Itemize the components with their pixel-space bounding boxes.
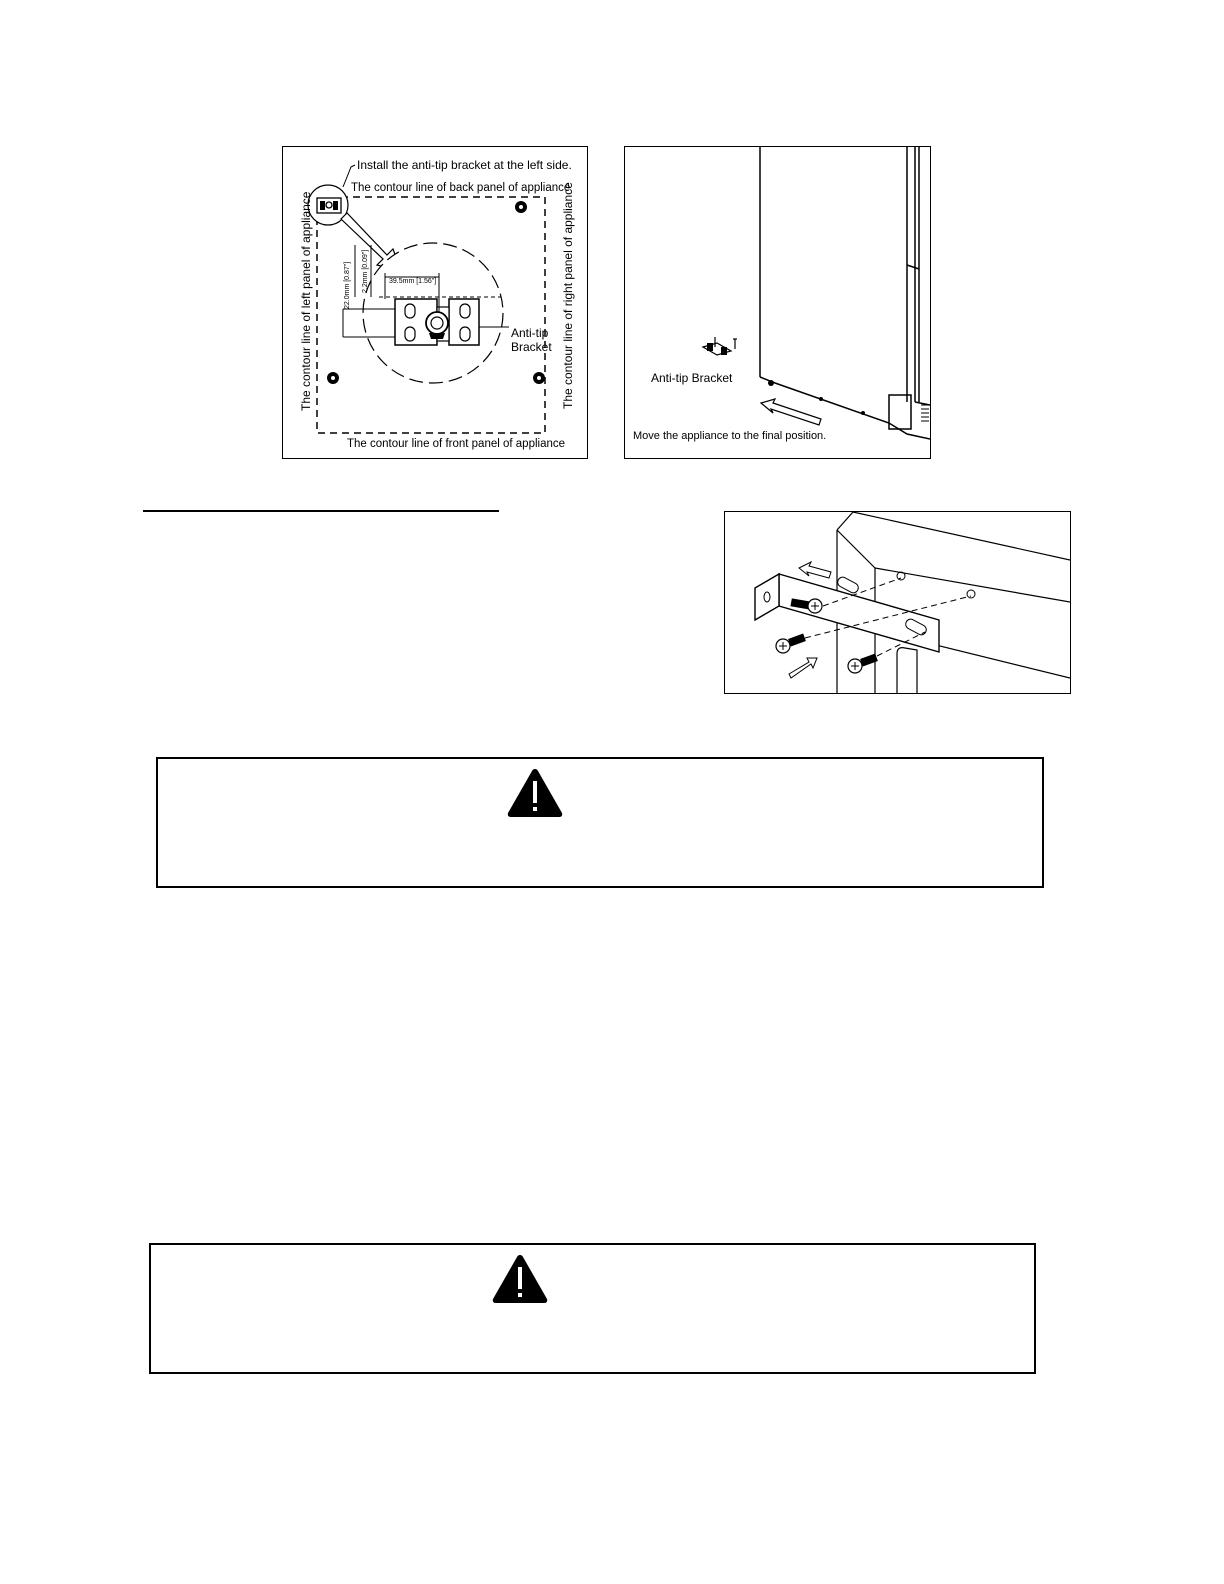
warning-triangle-icon bbox=[491, 1253, 549, 1305]
anti-tip-label-line1: Anti-tip bbox=[511, 326, 549, 340]
detail-bracket bbox=[395, 299, 479, 345]
front-panel-label: The contour line of front panel of appliance bbox=[347, 438, 566, 450]
small-bracket-icon bbox=[317, 198, 341, 213]
direction-arrow bbox=[799, 562, 831, 578]
figure-move-appliance bbox=[624, 146, 931, 459]
warning-box bbox=[149, 1243, 1036, 1374]
leveling-foot bbox=[515, 201, 527, 213]
move-appliance-drawing bbox=[625, 147, 930, 458]
move-caption: Move the appliance to the final position. bbox=[633, 430, 827, 442]
anti-tip-bracket-label: Anti-tip Bracket bbox=[651, 371, 733, 385]
dim-offset-label: 2.2mm [0.09"] bbox=[362, 249, 369, 293]
mounting-hole bbox=[967, 590, 975, 598]
bracket-location-drawing bbox=[283, 147, 587, 458]
figure-wall-bracket bbox=[724, 511, 1071, 694]
screw-icon bbox=[776, 634, 806, 653]
leveling-foot bbox=[533, 372, 545, 384]
mounting-hole bbox=[897, 572, 905, 580]
vent-grille bbox=[921, 405, 929, 421]
right-panel-label: The contour line of right panel of appliance bbox=[561, 182, 575, 409]
leveling-foot bbox=[327, 372, 339, 384]
move-direction-arrow bbox=[761, 399, 821, 425]
warning-triangle-icon bbox=[506, 767, 564, 819]
section-heading-rule bbox=[143, 510, 499, 512]
left-panel-label: The contour line of left panel of appliance bbox=[299, 191, 313, 411]
anti-tip-label-line2: Bracket bbox=[511, 340, 552, 354]
small-anti-tip-bracket-icon bbox=[703, 337, 737, 355]
dim-width-label: 39.5mm [1.56"] bbox=[389, 278, 437, 285]
dim-height-label: 22.0mm [0.87"] bbox=[344, 261, 351, 309]
screw-icon bbox=[848, 654, 878, 673]
direction-arrow bbox=[789, 658, 817, 678]
back-panel-label: The contour line of back panel of appliance bbox=[351, 182, 571, 194]
warning-box bbox=[156, 757, 1044, 888]
figure-bracket-location bbox=[282, 146, 588, 459]
install-callout-text: Install the anti-tip bracket at the left side. bbox=[357, 158, 572, 172]
appliance-body bbox=[760, 147, 930, 439]
wall-bracket-drawing bbox=[725, 512, 1070, 693]
